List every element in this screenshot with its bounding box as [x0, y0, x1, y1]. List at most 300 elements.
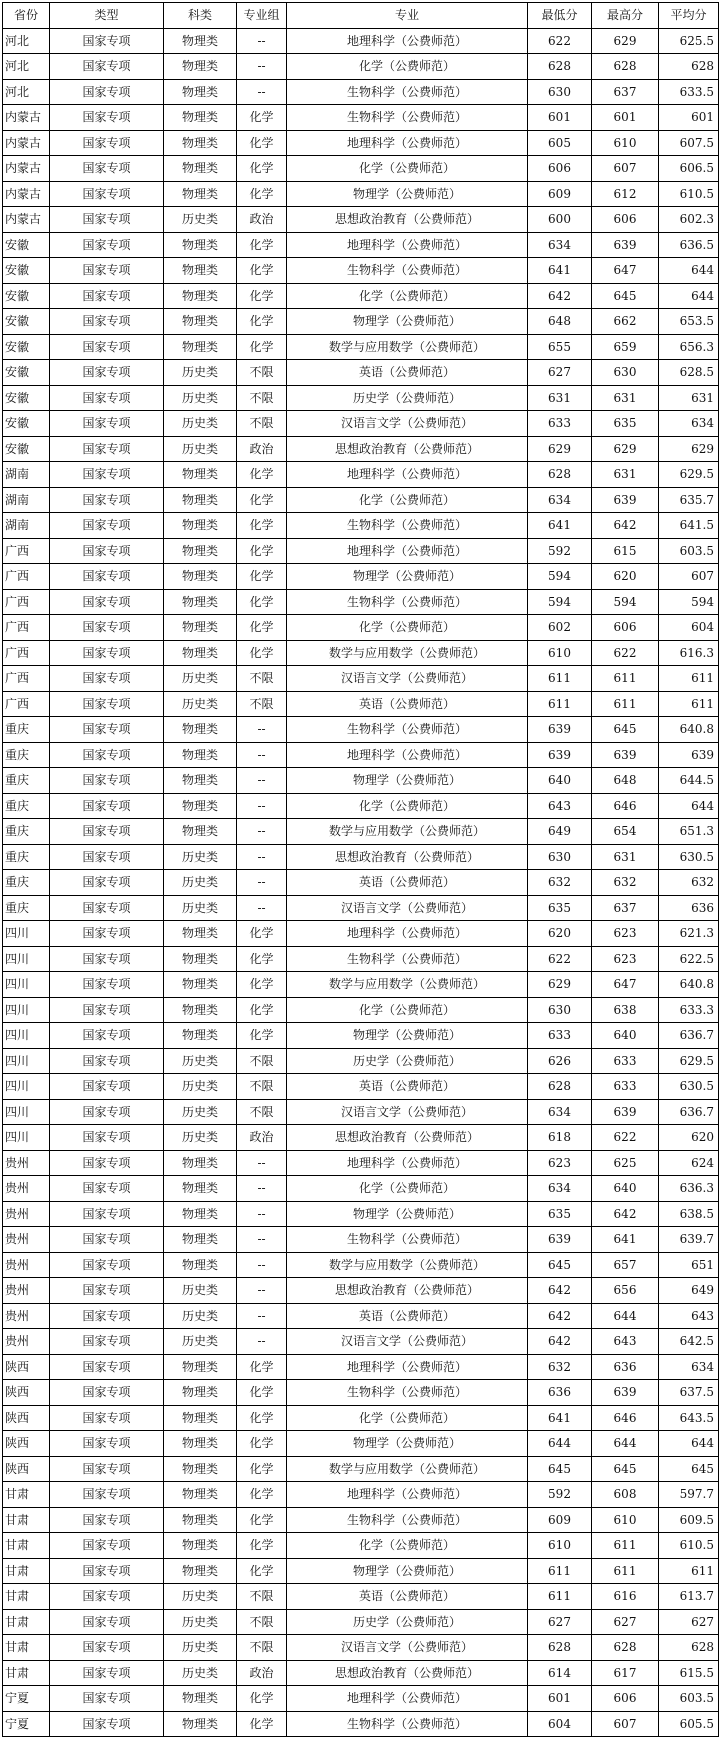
major-cell: 思想政治教育（公费师范） [287, 207, 528, 233]
min-score-cell: 640 [528, 768, 592, 794]
category-cell: 物理类 [164, 1150, 237, 1176]
province-cell: 内蒙古 [3, 181, 50, 207]
category-cell: 物理类 [164, 1533, 237, 1559]
type-cell: 国家专项 [50, 972, 164, 998]
category-cell: 物理类 [164, 309, 237, 335]
major-cell: 英语（公费师范） [287, 1074, 528, 1100]
max-score-cell: 625 [592, 1150, 659, 1176]
category-cell: 物理类 [164, 54, 237, 80]
min-score-cell: 634 [528, 1176, 592, 1202]
subject-group-cell: 化学 [237, 1482, 287, 1508]
category-cell: 物理类 [164, 793, 237, 819]
province-cell: 贵州 [3, 1303, 50, 1329]
major-cell: 生物科学（公费师范） [287, 1507, 528, 1533]
type-cell: 国家专项 [50, 1227, 164, 1253]
min-score-cell: 620 [528, 921, 592, 947]
avg-score-cell: 601 [659, 105, 719, 131]
avg-score-cell: 629 [659, 436, 719, 462]
type-cell: 国家专项 [50, 997, 164, 1023]
table-row [3, 411, 719, 437]
major-cell: 汉语言文学（公费师范） [287, 895, 528, 921]
major-cell: 化学（公费师范） [287, 487, 528, 513]
table-row [3, 1380, 719, 1406]
header-avg-score: 平均分 [659, 3, 719, 29]
type-cell: 国家专项 [50, 844, 164, 870]
max-score-cell: 615 [592, 538, 659, 564]
max-score-cell: 656 [592, 1278, 659, 1304]
min-score-cell: 611 [528, 691, 592, 717]
major-cell: 汉语言文学（公费师范） [287, 411, 528, 437]
province-cell: 贵州 [3, 1278, 50, 1304]
min-score-cell: 618 [528, 1125, 592, 1151]
category-cell: 历史类 [164, 436, 237, 462]
major-cell: 化学（公费师范） [287, 54, 528, 80]
major-cell: 化学（公费师范） [287, 793, 528, 819]
subject-group-cell: 不限 [237, 411, 287, 437]
max-score-cell: 632 [592, 870, 659, 896]
max-score-cell: 633 [592, 1074, 659, 1100]
major-cell: 数学与应用数学（公费师范） [287, 819, 528, 845]
max-score-cell: 612 [592, 181, 659, 207]
subject-group-cell: 化学 [237, 462, 287, 488]
category-cell: 物理类 [164, 79, 237, 105]
province-cell: 广西 [3, 589, 50, 615]
type-cell: 国家专项 [50, 793, 164, 819]
subject-group-cell: -- [237, 54, 287, 80]
max-score-cell: 627 [592, 1609, 659, 1635]
max-score-cell: 620 [592, 564, 659, 590]
subject-group-cell: -- [237, 768, 287, 794]
min-score-cell: 639 [528, 1227, 592, 1253]
subject-group-cell: 不限 [237, 360, 287, 386]
min-score-cell: 630 [528, 79, 592, 105]
type-cell: 国家专项 [50, 513, 164, 539]
table-row [3, 1125, 719, 1151]
min-score-cell: 594 [528, 564, 592, 590]
table-row [3, 1150, 719, 1176]
type-cell: 国家专项 [50, 411, 164, 437]
major-cell: 英语（公费师范） [287, 360, 528, 386]
max-score-cell: 606 [592, 207, 659, 233]
major-cell: 生物科学（公费师范） [287, 589, 528, 615]
province-cell: 甘肃 [3, 1507, 50, 1533]
major-cell: 生物科学（公费师范） [287, 1711, 528, 1737]
header-category: 科类 [164, 3, 237, 29]
province-cell: 广西 [3, 691, 50, 717]
major-cell: 思想政治教育（公费师范） [287, 1125, 528, 1151]
table-row [3, 487, 719, 513]
major-cell: 地理科学（公费师范） [287, 1482, 528, 1508]
max-score-cell: 622 [592, 640, 659, 666]
province-cell: 陕西 [3, 1431, 50, 1457]
province-cell: 四川 [3, 1125, 50, 1151]
min-score-cell: 632 [528, 1354, 592, 1380]
province-cell: 贵州 [3, 1201, 50, 1227]
max-score-cell: 637 [592, 79, 659, 105]
table-row [3, 54, 719, 80]
category-cell: 物理类 [164, 717, 237, 743]
max-score-cell: 606 [592, 615, 659, 641]
province-cell: 四川 [3, 946, 50, 972]
table-row [3, 1354, 719, 1380]
province-cell: 重庆 [3, 768, 50, 794]
min-score-cell: 592 [528, 1482, 592, 1508]
max-score-cell: 628 [592, 54, 659, 80]
table-row [3, 1201, 719, 1227]
max-score-cell: 644 [592, 1303, 659, 1329]
subject-group-cell: -- [237, 793, 287, 819]
min-score-cell: 642 [528, 1303, 592, 1329]
major-cell: 物理学（公费师范） [287, 1023, 528, 1049]
min-score-cell: 644 [528, 1431, 592, 1457]
min-score-cell: 601 [528, 105, 592, 131]
avg-score-cell: 594 [659, 589, 719, 615]
province-cell: 甘肃 [3, 1609, 50, 1635]
province-cell: 陕西 [3, 1380, 50, 1406]
max-score-cell: 645 [592, 283, 659, 309]
category-cell: 物理类 [164, 130, 237, 156]
type-cell: 国家专项 [50, 1635, 164, 1661]
avg-score-cell: 635.7 [659, 487, 719, 513]
type-cell: 国家专项 [50, 564, 164, 590]
major-cell: 物理学（公费师范） [287, 768, 528, 794]
table-row [3, 1431, 719, 1457]
min-score-cell: 641 [528, 513, 592, 539]
type-cell: 国家专项 [50, 156, 164, 182]
category-cell: 历史类 [164, 1635, 237, 1661]
avg-score-cell: 633.5 [659, 79, 719, 105]
subject-group-cell: 化学 [237, 232, 287, 258]
category-cell: 物理类 [164, 258, 237, 284]
avg-score-cell: 628 [659, 54, 719, 80]
table-row [3, 1329, 719, 1355]
max-score-cell: 623 [592, 921, 659, 947]
category-cell: 物理类 [164, 1201, 237, 1227]
type-cell: 国家专项 [50, 1431, 164, 1457]
type-cell: 国家专项 [50, 1380, 164, 1406]
province-cell: 甘肃 [3, 1482, 50, 1508]
major-cell: 数学与应用数学（公费师范） [287, 1252, 528, 1278]
table-row [3, 1252, 719, 1278]
avg-score-cell: 649 [659, 1278, 719, 1304]
min-score-cell: 614 [528, 1660, 592, 1686]
province-cell: 甘肃 [3, 1533, 50, 1559]
province-cell: 安徽 [3, 411, 50, 437]
subject-group-cell: 政治 [237, 1660, 287, 1686]
category-cell: 物理类 [164, 334, 237, 360]
avg-score-cell: 639.7 [659, 1227, 719, 1253]
avg-score-cell: 628 [659, 1635, 719, 1661]
table-row [3, 589, 719, 615]
min-score-cell: 631 [528, 385, 592, 411]
min-score-cell: 626 [528, 1048, 592, 1074]
table-row [3, 513, 719, 539]
max-score-cell: 647 [592, 258, 659, 284]
avg-score-cell: 638.5 [659, 1201, 719, 1227]
avg-score-cell: 636.5 [659, 232, 719, 258]
avg-score-cell: 645 [659, 1456, 719, 1482]
avg-score-cell: 627 [659, 1609, 719, 1635]
major-cell: 化学（公费师范） [287, 1533, 528, 1559]
category-cell: 历史类 [164, 1584, 237, 1610]
subject-group-cell: 化学 [237, 513, 287, 539]
subject-group-cell: -- [237, 895, 287, 921]
major-cell: 化学（公费师范） [287, 156, 528, 182]
province-cell: 内蒙古 [3, 105, 50, 131]
province-cell: 湖南 [3, 462, 50, 488]
table-row [3, 895, 719, 921]
province-cell: 安徽 [3, 334, 50, 360]
major-cell: 数学与应用数学（公费师范） [287, 1456, 528, 1482]
category-cell: 历史类 [164, 666, 237, 692]
avg-score-cell: 636.7 [659, 1023, 719, 1049]
province-cell: 广西 [3, 564, 50, 590]
category-cell: 物理类 [164, 538, 237, 564]
subject-group-cell: -- [237, 1329, 287, 1355]
subject-group-cell: 化学 [237, 1686, 287, 1712]
type-cell: 国家专项 [50, 232, 164, 258]
subject-group-cell: 化学 [237, 1405, 287, 1431]
avg-score-cell: 639 [659, 742, 719, 768]
table-row [3, 309, 719, 335]
min-score-cell: 635 [528, 1201, 592, 1227]
max-score-cell: 662 [592, 309, 659, 335]
table-row [3, 819, 719, 845]
avg-score-cell: 607.5 [659, 130, 719, 156]
min-score-cell: 641 [528, 258, 592, 284]
type-cell: 国家专项 [50, 1584, 164, 1610]
province-cell: 陕西 [3, 1354, 50, 1380]
category-cell: 物理类 [164, 589, 237, 615]
min-score-cell: 628 [528, 1074, 592, 1100]
table-row [3, 1660, 719, 1686]
province-cell: 河北 [3, 79, 50, 105]
max-score-cell: 611 [592, 1533, 659, 1559]
type-cell: 国家专项 [50, 1303, 164, 1329]
subject-group-cell: -- [237, 1227, 287, 1253]
table-row [3, 1584, 719, 1610]
subject-group-cell: -- [237, 1201, 287, 1227]
category-cell: 物理类 [164, 972, 237, 998]
max-score-cell: 642 [592, 513, 659, 539]
province-cell: 四川 [3, 972, 50, 998]
max-score-cell: 631 [592, 844, 659, 870]
category-cell: 历史类 [164, 844, 237, 870]
category-cell: 历史类 [164, 870, 237, 896]
avg-score-cell: 624 [659, 1150, 719, 1176]
table-row [3, 666, 719, 692]
subject-group-cell: 化学 [237, 181, 287, 207]
avg-score-cell: 651 [659, 1252, 719, 1278]
avg-score-cell: 644 [659, 283, 719, 309]
province-cell: 陕西 [3, 1405, 50, 1431]
type-cell: 国家专项 [50, 1686, 164, 1712]
subject-group-cell: -- [237, 1303, 287, 1329]
major-cell: 思想政治教育（公费师范） [287, 1660, 528, 1686]
min-score-cell: 611 [528, 1584, 592, 1610]
category-cell: 历史类 [164, 1048, 237, 1074]
table-row [3, 1227, 719, 1253]
subject-group-cell: -- [237, 1150, 287, 1176]
province-cell: 河北 [3, 54, 50, 80]
max-score-cell: 608 [592, 1482, 659, 1508]
table-row [3, 1686, 719, 1712]
subject-group-cell: 化学 [237, 283, 287, 309]
type-cell: 国家专项 [50, 1711, 164, 1737]
province-cell: 甘肃 [3, 1558, 50, 1584]
min-score-cell: 643 [528, 793, 592, 819]
category-cell: 物理类 [164, 1252, 237, 1278]
subject-group-cell: 政治 [237, 1125, 287, 1151]
major-cell: 地理科学（公费师范） [287, 742, 528, 768]
province-cell: 安徽 [3, 360, 50, 386]
category-cell: 历史类 [164, 1074, 237, 1100]
type-cell: 国家专项 [50, 742, 164, 768]
header-row [3, 3, 719, 29]
category-cell: 物理类 [164, 1380, 237, 1406]
min-score-cell: 639 [528, 717, 592, 743]
table-row [3, 946, 719, 972]
major-cell: 生物科学（公费师范） [287, 1227, 528, 1253]
category-cell: 物理类 [164, 1711, 237, 1737]
province-cell: 宁夏 [3, 1711, 50, 1737]
subject-group-cell: 不限 [237, 1048, 287, 1074]
province-cell: 四川 [3, 1099, 50, 1125]
min-score-cell: 633 [528, 1023, 592, 1049]
type-cell: 国家专项 [50, 1660, 164, 1686]
major-cell: 物理学（公费师范） [287, 1558, 528, 1584]
province-cell: 甘肃 [3, 1584, 50, 1610]
category-cell: 历史类 [164, 1303, 237, 1329]
avg-score-cell: 610.5 [659, 1533, 719, 1559]
province-cell: 四川 [3, 1023, 50, 1049]
major-cell: 历史学（公费师范） [287, 385, 528, 411]
major-cell: 英语（公费师范） [287, 1584, 528, 1610]
avg-score-cell: 607 [659, 564, 719, 590]
avg-score-cell: 641.5 [659, 513, 719, 539]
table-row [3, 1176, 719, 1202]
subject-group-cell: 不限 [237, 1074, 287, 1100]
major-cell: 汉语言文学（公费师范） [287, 1329, 528, 1355]
major-cell: 生物科学（公费师范） [287, 105, 528, 131]
max-score-cell: 611 [592, 691, 659, 717]
type-cell: 国家专项 [50, 385, 164, 411]
type-cell: 国家专项 [50, 1099, 164, 1125]
avg-score-cell: 630.5 [659, 1074, 719, 1100]
table-row [3, 360, 719, 386]
type-cell: 国家专项 [50, 28, 164, 54]
category-cell: 历史类 [164, 1609, 237, 1635]
max-score-cell: 610 [592, 130, 659, 156]
subject-group-cell: 政治 [237, 207, 287, 233]
header-max-score: 最高分 [592, 3, 659, 29]
type-cell: 国家专项 [50, 1482, 164, 1508]
subject-group-cell: 化学 [237, 589, 287, 615]
max-score-cell: 654 [592, 819, 659, 845]
min-score-cell: 609 [528, 1507, 592, 1533]
min-score-cell: 648 [528, 309, 592, 335]
major-cell: 化学（公费师范） [287, 1405, 528, 1431]
type-cell: 国家专项 [50, 1405, 164, 1431]
type-cell: 国家专项 [50, 717, 164, 743]
major-cell: 数学与应用数学（公费师范） [287, 334, 528, 360]
province-cell: 安徽 [3, 232, 50, 258]
type-cell: 国家专项 [50, 487, 164, 513]
category-cell: 物理类 [164, 487, 237, 513]
subject-group-cell: 化学 [237, 487, 287, 513]
category-cell: 历史类 [164, 207, 237, 233]
province-cell: 四川 [3, 1074, 50, 1100]
max-score-cell: 622 [592, 1125, 659, 1151]
province-cell: 广西 [3, 640, 50, 666]
category-cell: 物理类 [164, 997, 237, 1023]
major-cell: 生物科学（公费师范） [287, 946, 528, 972]
table-row [3, 1023, 719, 1049]
category-cell: 历史类 [164, 1329, 237, 1355]
min-score-cell: 628 [528, 54, 592, 80]
subject-group-cell: 化学 [237, 130, 287, 156]
avg-score-cell: 622.5 [659, 946, 719, 972]
table-row [3, 793, 719, 819]
subject-group-cell: 化学 [237, 946, 287, 972]
subject-group-cell: 不限 [237, 1635, 287, 1661]
province-cell: 贵州 [3, 1176, 50, 1202]
category-cell: 物理类 [164, 28, 237, 54]
header-province: 省份 [3, 3, 50, 29]
avg-score-cell: 634 [659, 411, 719, 437]
avg-score-cell: 613.7 [659, 1584, 719, 1610]
major-cell: 思想政治教育（公费师范） [287, 1278, 528, 1304]
type-cell: 国家专项 [50, 436, 164, 462]
max-score-cell: 611 [592, 1558, 659, 1584]
avg-score-cell: 628.5 [659, 360, 719, 386]
max-score-cell: 642 [592, 1201, 659, 1227]
avg-score-cell: 631 [659, 385, 719, 411]
admission-score-table [2, 2, 719, 1737]
avg-score-cell: 636.7 [659, 1099, 719, 1125]
table-row [3, 232, 719, 258]
avg-score-cell: 644 [659, 1431, 719, 1457]
min-score-cell: 642 [528, 1278, 592, 1304]
major-cell: 生物科学（公费师范） [287, 1380, 528, 1406]
table-row [3, 1507, 719, 1533]
avg-score-cell: 611 [659, 666, 719, 692]
province-cell: 甘肃 [3, 1660, 50, 1686]
type-cell: 国家专项 [50, 1609, 164, 1635]
subject-group-cell: 化学 [237, 615, 287, 641]
max-score-cell: 659 [592, 334, 659, 360]
province-cell: 四川 [3, 997, 50, 1023]
avg-score-cell: 642.5 [659, 1329, 719, 1355]
category-cell: 物理类 [164, 156, 237, 182]
max-score-cell: 631 [592, 385, 659, 411]
category-cell: 物理类 [164, 181, 237, 207]
table-row [3, 1074, 719, 1100]
max-score-cell: 657 [592, 1252, 659, 1278]
avg-score-cell: 629.5 [659, 462, 719, 488]
subject-group-cell: 化学 [237, 258, 287, 284]
max-score-cell: 644 [592, 1431, 659, 1457]
max-score-cell: 647 [592, 972, 659, 998]
major-cell: 地理科学（公费师范） [287, 1354, 528, 1380]
table-row [3, 1533, 719, 1559]
major-cell: 化学（公费师范） [287, 283, 528, 309]
subject-group-cell: 不限 [237, 1584, 287, 1610]
min-score-cell: 610 [528, 1533, 592, 1559]
subject-group-cell: 化学 [237, 1558, 287, 1584]
type-cell: 国家专项 [50, 895, 164, 921]
subject-group-cell: 化学 [237, 156, 287, 182]
